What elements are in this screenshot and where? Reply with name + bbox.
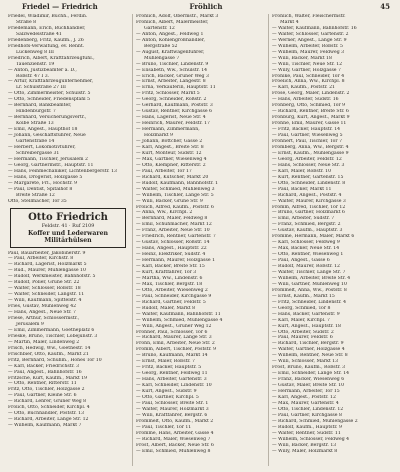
directory-entry: — Gerhard, Kaufmann, Poststr. 3: [136, 103, 213, 109]
directory-entry: — Ernst, Kaufm., Mühlengasse 9: [272, 150, 349, 156]
directory-entry: Frost, Albert, Bäcker, Neue Str. 6: [136, 442, 214, 448]
directory-entry: — Kurt, Angest., Hauptstr. 18: [272, 323, 341, 329]
directory-entry: — Walter, Tischler, Lange Str. 7: [272, 269, 346, 275]
directory-entry: — Willi, Schlosser, Markt 13: [272, 359, 339, 365]
directory-entry: — Gustav, Rentner, Kirchgasse 6: [136, 109, 212, 115]
directory-entry: — Otto, Arbeiter, Südstr. 2: [272, 329, 334, 335]
directory-entry: — Franz, Schmied, Bergstr. 2: [272, 222, 341, 228]
directory-entry: — Kurt, Rentner, Gartenstr. 15: [272, 174, 344, 180]
directory-entry: — Anton, Angest., Feldweg 1: [136, 31, 204, 37]
directory-entry: — Wilhelm, Arbeiter, Breite Str. 4: [272, 275, 351, 281]
directory-entry: — Otto, Zimmermeister, Schulstr. 5: [8, 91, 91, 97]
directory-entry-continuation: Breite Straße 12: [16, 192, 55, 198]
directory-entry: Friedrich, Albert, Kraftfahrzeugfühl.,: [8, 55, 95, 61]
directory-entry: — Hans, Lagerist, Neue Str. 4: [136, 115, 206, 121]
directory-entry: — Rudolf, Kaufmann, Bahnhofstr. 1: [136, 180, 219, 186]
directory-entry: — Bernhard, Versicherungsvertr.,: [8, 115, 87, 121]
directory-entry: — Otto, Rentner, Wiesenweg 1: [272, 252, 344, 258]
directory-entry: Friedenberg, Fritz, Kaufm., J. 26: [8, 37, 84, 43]
directory-entry: — Karl, Maler, Roßstr. 10: [272, 168, 332, 174]
directory-entry: — Otto, Schneider, Lindenstr. 8: [272, 180, 346, 186]
ad-company-name: Otto Friedrich: [28, 211, 108, 223]
page-header: [22, 2, 390, 14]
directory-entry: — Hermann, Maurer, Holzgasse 1: [136, 258, 215, 264]
directory-entry: Paul, Bauarbeiter, Jakobinerstr. 9: [8, 250, 86, 256]
directory-entry: — Kurt, Monteur, Südstr. 12: [136, 150, 202, 156]
directory-entry: — Martin, Maler, Lindenweg 2: [8, 339, 80, 345]
header-left-running-head: Friedel — Friedrich: [22, 2, 98, 11]
directory-entry: — Paul, Gärtner, Kleine Str. 6: [8, 393, 77, 399]
directory-entry: — Walter, Schlosser, Roßstr. 18: [8, 286, 81, 292]
directory-entry: — Otto, Schneider, Friedenspfahl 5: [8, 97, 91, 103]
directory-entry: Frieske, Bruno, Tischler, Löbejünstr. 3: [8, 333, 98, 339]
directory-entry: — Richard, Lagerist, Holzmarkt 5: [8, 262, 87, 268]
directory-entry: — Otto, Arbeiter, Wiesenweg 2: [136, 287, 208, 293]
directory-entry: — Karl, Schlosser, Feldweg 9: [272, 240, 340, 246]
directory-entry: — Rudolf, Maurer, Roßstr. 12: [272, 264, 340, 270]
directory-entry: — Willy, Gärtner, Holzgasse 7: [272, 67, 341, 73]
directory-entry: Friedemann, Erich, Buchhändler,: [8, 25, 86, 31]
directory-entry: — Bruno, Gärtner, Holzmarkt 6: [272, 210, 345, 216]
directory-entry-continuation: Markt 4: [280, 19, 299, 25]
directory-entry: — Rudolf, Werkmeister, Bahnhofstr. 5: [8, 274, 96, 280]
directory-entry: — Wilhelm, Maurer, Feldweg 3: [272, 49, 345, 55]
directory-entry: — Paul, Angest., Gasse 6: [272, 258, 330, 264]
directory-entry: — Artur, Kraftfahrzeugunternehmer,: [8, 79, 94, 85]
directory-entry: — Wilhelm, Schlosser, Feldweg 4: [272, 436, 350, 442]
directory-entry: — Erna, Verkäuferin, Hauptstr. 11: [136, 85, 216, 91]
directory-entry: — Hermann, Arbeiter, Tor 15: [272, 389, 340, 395]
directory-entry: — Paul, Schlosser, Breite Str. 1: [136, 400, 209, 406]
column-2-entries: [136, 14, 264, 455]
directory-entry: — Willi, Bäcker, Markt 18: [272, 55, 332, 61]
directory-entry: — Richard, Kutscher, Markt 20: [136, 174, 209, 180]
directory-entry: — Georg, Schneider, Roßstr. 2: [136, 97, 207, 103]
directory-entry: — Walter, Maurer, Kirchgasse 3: [272, 198, 346, 204]
directory-entry: — Wilhelm, Kaufmann, Markt 7: [8, 423, 82, 429]
directory-entry: — Paul, Schneider, Kirchgasse 9: [136, 293, 212, 299]
directory-entry: — Max, Tischler, Bergstr. 18: [136, 281, 203, 287]
directory-entry: — Elisabeth, Ww., Schulstr. 14: [136, 67, 208, 73]
directory-entry: — Walter, Schmied, Mühlenweg 3: [136, 186, 215, 192]
directory-entry: — Karl, Angest., Breite Str. 8: [136, 144, 204, 150]
directory-entry: Frohnert, Paul, Tischler, Tor 7: [272, 139, 342, 145]
directory-entry-continuation: Tauenzienstr. 19: [16, 61, 55, 67]
directory-entry: — Bernhard, Maler, Feldweg 8: [136, 216, 208, 222]
directory-entry: Fromme, Hans, Arbeiter, Gasse 4: [136, 430, 214, 436]
directory-entry: — Otto, Tischler, Lindenstr. 12: [272, 406, 344, 412]
directory-entry: Fries, Gustav, Mühlenweg 42: [8, 304, 77, 310]
directory-entry: — Otto, Buchhändler, Poststr. 13: [8, 411, 84, 417]
directory-entry: — Richard, Arbeiter, Lange Str. 12: [8, 417, 89, 423]
directory-entry: — Georg, Gärtnermstr., Hauptstr. 11: [8, 162, 94, 168]
directory-entry-continuation: Jerusalem 9: [16, 321, 44, 327]
directory-entry: — Willi, Angest., Grüner Weg 12: [136, 323, 212, 329]
directory-entry: — Paul, Bäcker, Markt 11: [272, 186, 332, 192]
directory-entry: — Emil, Zimmermann, Goetheplatz 6: [8, 327, 95, 333]
directory-entry: — Karl, Bäcker, Friedrichstr. 3: [8, 363, 80, 369]
directory-entry: — Rud., Maurer, Mühlengasse 10: [8, 268, 86, 274]
directory-entry: — Anton, Kohlengroßhändler,: [136, 37, 205, 43]
directory-entry: — Willi, Kaufmann, Spittelstr. 4: [8, 298, 82, 304]
directory-entry: — Fritz, Schneider, Lindenstr. 4: [272, 299, 347, 305]
directory-entry: — Anton, Justizbeamter a. D.,: [8, 67, 77, 73]
directory-entry: — Johann, Böttcher, Gasse 2: [136, 139, 203, 145]
directory-entry: Fröhlich, Albert, Malermeister,: [136, 19, 209, 25]
directory-entry: Fromm, Alfred, Tischler, Tor 12: [272, 204, 346, 210]
directory-entry: Frisch, Hedwig, Ww., Goethestr. 14: [8, 345, 91, 351]
directory-entry: — Walter, Schneider, Langstr. 11: [8, 292, 85, 298]
directory-entry: — Fritz, Schlosser, Markt 5: [136, 91, 200, 97]
column-1: [8, 14, 128, 466]
directory-entry: — Hans, Arbeiter, Gartenstr. 3: [136, 377, 207, 383]
directory-entry: — Ernst, Arbeiter, Langestr. 8: [136, 79, 206, 85]
directory-entry: — Erich, Bäcker, Grüner Weg 3: [136, 73, 209, 79]
directory-entry: — Karl, Bäcker, Breite Str. 15: [136, 264, 205, 270]
directory-entry-continuation: Kolbe Straße 13: [16, 121, 54, 127]
directory-entry: — Ernst, Maler, Roßstr. 7: [136, 359, 195, 365]
directory-entry: — Willy, Maler, Holzmarkt 8: [272, 448, 338, 454]
directory-entry-continuation: Hindenburgstr. 7: [16, 109, 56, 115]
directory-entry-continuation: Holzmarkt 9: [144, 133, 173, 139]
directory-entry: — Walter, Kaufmann, Bahnhofstr. 11: [136, 311, 221, 317]
directory-entry: — Kurt, Kraftfahrer, Tor 3: [136, 269, 197, 275]
directory-entry: Frischbier, Otto, Kaufm., Markt 21: [8, 351, 89, 357]
directory-entry: — Willi, Gärtner, Mühlenweg 10: [272, 281, 347, 287]
directory-entry-continuation: Lr. Schulstraße 27 III: [16, 85, 66, 91]
column-divider: [268, 14, 269, 466]
ad-line-1: Koffer und Lederwaren: [27, 229, 109, 237]
directory-entry: — Margarete, Frl., Hochstr. 9: [8, 180, 78, 186]
directory-entry: — Otto, Rentner, Ritterstr. 11: [8, 381, 77, 387]
directory-entry: — Hans, Arbeiter, Südstr. 16: [272, 97, 339, 103]
directory-entry: Fröhner, Paul, Schlosser, Tor 6: [136, 329, 208, 335]
directory-entry: — Heinrich, Maurer, Feldstr. 17: [136, 121, 210, 127]
directory-entry: — Kurt, Angest., Südstr. 9: [136, 389, 197, 395]
directory-entry-continuation: Roßstr. 47 I 3.: [16, 73, 50, 79]
directory-entry: — Wilhelm, Arbeiter, Roßstr. 5: [272, 43, 343, 49]
directory-entry: — Georg, Schmied, Tor 8: [272, 305, 331, 311]
directory-entry: — Walter, Schlosser, Gartenstr. 2: [272, 31, 349, 37]
directory-entry: — Hermann, Tischler, Jerusalem 2: [8, 156, 88, 162]
directory-entry: — Heinz, Elektriker, Südstr. 4: [136, 252, 206, 258]
directory-entry: Fritz, Bernhard, Schuhm., Hohes Tor 10: [8, 357, 102, 363]
directory-entry: Fröhlke, Paul, Schneider, Tor 4: [272, 73, 345, 79]
directory-entry: — Paul, Gärtner, Kirchgasse 8: [272, 412, 342, 418]
directory-entry: — Richard, Schmied, Mühlengasse 2: [272, 418, 358, 424]
directory-entry-continuation: Mühlengasse 7: [144, 55, 180, 61]
directory-entry: — Karl, Maler, Kirchpl. 7: [272, 317, 330, 323]
directory-entry: — Walter, Rentner, Südstr. 11: [272, 430, 341, 436]
directory-entry: Friese, Arthur, Schlossermstr.,: [8, 315, 80, 321]
directory-entry: Frölich, Alfred, Kaufm., Poststr. 6: [136, 204, 214, 210]
directory-entry: — Karl, Kaufm., Poststr. 21: [272, 85, 335, 91]
column-3: [272, 14, 396, 466]
directory-entry: Frost, Bruno, Kaufm., Roßstr. 3: [272, 365, 346, 371]
directory-entry: — Richard, Tischler, Bergstr. 9: [272, 341, 344, 347]
directory-entry: — Karl, Angest., Poststr. 12: [272, 395, 336, 400]
directory-entry: — Otto, Gärtner, Kirchpl. 5: [136, 395, 199, 400]
advertisement-box: [10, 208, 126, 248]
directory-entry: Fromme, Hermann, Maler, Markt 6: [272, 234, 355, 240]
directory-entry: — Richard, Maler, Wiesenweg 7: [136, 436, 211, 442]
directory-entry: — Hermann, Zimmermann,: [136, 127, 200, 133]
directory-entry: — Richard, Rentner, Breite Str. 6: [272, 109, 349, 115]
directory-entry-continuation: Lückenweg 8 III: [16, 49, 54, 55]
directory-entry: — August, Kraftwagenführer,: [136, 49, 205, 55]
directory-entry: — Paul, Gärtner, Wiesenweg 5: [272, 133, 343, 139]
column-2: [136, 14, 264, 466]
directory-entry: — Willi, Bäcker, Bergstr. 13: [272, 442, 337, 448]
directory-entry: — Emil, Schmied, Mühlenweg 8: [136, 448, 211, 454]
directory-entry: — Gustav, Kaufm., Hauptstr. 3: [272, 228, 343, 234]
directory-entry: — Georg, Rentner, Feldweg 11: [136, 371, 208, 377]
directory-entry: — Fritz, Bäcker, Hauptstr. 14: [272, 127, 341, 133]
directory-entry: — Emil, Angest., Haupthof 18: [8, 127, 78, 133]
directory-entry-continuation: Gartenstr. 12: [144, 25, 175, 31]
directory-entry: — Gustav, Maler, Breite Str. 10: [272, 383, 345, 389]
directory-entry: — Walter, Gärtner, Holzgasse 4: [272, 347, 345, 353]
directory-entry: — Max, Maurer, Gartenstr. 4: [272, 400, 339, 406]
directory-entry: — Hans, Feinmechaniker, Lichtenbergerstr. 13: [8, 168, 117, 174]
directory-entry: — Paul, Maurer, Feldstr. 6: [272, 335, 333, 341]
directory-entry: — Paul, Tischler, Tor 11: [136, 424, 192, 430]
directory-entry: — Werner, Angest., Lange Str. 9: [272, 37, 347, 43]
directory-entry: — Rudolf, Kaufm., Hauptstr. 9: [272, 424, 342, 430]
directory-entry: — Hans, Schlosser, Neue Str. 3: [272, 162, 345, 168]
directory-entry: — Bernhard, Bankbeamter,: [8, 103, 72, 109]
directory-entry: Friedhofs-Verwaltung, ev. Rennt.: [8, 43, 85, 49]
directory-entry: — Emil, Schuhmacher, Markt 12: [136, 222, 212, 228]
directory-entry: Fröhlich, Walter, Fleischermstr.: [272, 14, 346, 19]
directory-entry: — Bruno, Tischler, Lindenstr. 9: [136, 61, 209, 67]
ad-line-2: Militärhülsen: [44, 236, 92, 244]
directory-entry: Fromm, Albert, Tischler, Poststr. 9: [136, 347, 217, 353]
directory-entry: — Richard, Maurer, Lange Str. 3: [136, 335, 212, 341]
directory-entry: — Max, Gärtner, Wiesenweg 4: [136, 156, 207, 162]
directory-entry-continuation: Straße 8: [16, 19, 37, 25]
column-divider: [132, 14, 133, 466]
column-1-entries-top: [8, 14, 128, 205]
directory-entry: — Franz, Arbeiter, Neue Str. 10: [136, 228, 210, 234]
directory-entry: — Johann, Geschäftsführer, Neue: [8, 133, 86, 139]
directory-entry-continuation: Salzwedelstraße 41: [16, 31, 62, 37]
directory-entry: Frohn, Emil, Arbeiter, Neue Str. 2: [136, 341, 215, 347]
directory-entry: — Max, Bäcker, Neue Str. 14: [272, 246, 340, 252]
directory-entry: — Martha, Ww., Lindenstr. 6: [136, 275, 203, 281]
directory-entry: Froelich, Anna, Ww., Kirchpl. 8: [272, 79, 345, 85]
directory-entry: Fröse, Georg, Maler, Lindenstr. 2: [272, 91, 350, 97]
directory-entry: — Willi, Kraftfahrer, Bergstr. 6: [136, 412, 208, 418]
directory-entry: — Anna, Ww., Kirchpl. 2: [136, 210, 193, 216]
directory-entry: — Hans, Angest., Neue Str. 7: [8, 310, 76, 316]
directory-entry: — Franz, Bäcker, Wiesenweg 6: [272, 377, 345, 383]
directory-entry: — Hans, Drogerist, Holzgasse 5: [8, 174, 83, 180]
directory-entry: — Hans, Angest., Hauptstr. 22: [136, 246, 207, 252]
directory-entry: — Emil, Schneider, Lange Str. 14: [272, 371, 350, 377]
directory-entry-continuation: Bergstraße 52: [144, 43, 178, 49]
directory-entry: Frommelt, Otto, Kaufm., Markt 2: [136, 418, 214, 424]
directory-entry: — Paul, Arbeiter, Tor 17: [136, 168, 192, 174]
directory-entry: Frohberg, Otto, Schmied, Tor 9: [272, 103, 346, 109]
directory-entry: Frölich, Otto, Schneider, Kirchpl. 4: [8, 405, 90, 411]
header-center-running-head: Fröhlich: [189, 2, 223, 11]
directory-entry: — Paul, Arbeiter, Kirchstr. 8: [8, 256, 74, 262]
directory-entry: Frommelt, Anna, Ww., Poststr. 8: [272, 287, 347, 293]
directory-entry: — Willi, Tischler, Neue Str. 12: [272, 61, 343, 67]
directory-entry: — Wilhelm, Tischler, Lange Str. 5: [136, 192, 214, 198]
directory-entry: — Herbert, Lokomotivführer,: [8, 144, 76, 150]
ad-address: Feldstr. 41 · Ruf 2109: [41, 223, 95, 229]
directory-entry: — Richard, Angest., Poststr. 4: [272, 192, 342, 198]
directory-entry: — Paul, Angest., Bahnhofstr. 16: [8, 369, 82, 375]
directory-entry: Fröhlich, Adolf, Obermstr., Markt 3: [136, 14, 219, 19]
directory-entry: Fritzsche, Kurt, Kaufm., Markt 19: [8, 375, 88, 381]
directory-entry-continuation: Schreibergasse 31: [16, 150, 60, 156]
column-1-entries-bottom: [8, 251, 128, 430]
directory-entry: Fromberg, Anna, Ww., Bergstr. 4: [272, 144, 349, 150]
directory-entry: — Paul, Dentist, Spitalhof 8: [8, 186, 73, 192]
column-3-entries: [272, 14, 396, 455]
directory-entry: — Emil, Arbeiter, Südstr. 7: [272, 216, 335, 222]
directory-entry: — Walter, Kaufmann, Bahnhofstr. 16: [272, 25, 357, 31]
directory-entry: — Richard, Lehrer, Grüner Weg 8: [8, 399, 87, 405]
directory-entry: — Walter, Maurer, Holzmarkt 3: [136, 406, 209, 412]
directory-entry: — Hans, Bäcker, Gartenstr. 9: [272, 311, 340, 317]
directory-entry: Frohne, Emil, Maurer, Gasse 11: [272, 121, 347, 127]
directory-entry: Otto, Stellmacher, Tor 35: [8, 198, 67, 204]
directory-entry: Frohburg, Kurt, Angest., Markt 9: [272, 115, 350, 121]
directory-entry: — Ernst, Kaufm., Markt 15: [272, 293, 335, 299]
directory-entry: — Bruno, Kaufmann, Markt 14: [136, 353, 208, 359]
directory-entry: — Fritz, Bäcker, Hauptstr. 5: [136, 365, 202, 371]
directory-entry: — Wilhelm, Schmied, Mühlengasse 4: [136, 317, 223, 323]
directory-entry-continuation: Gartenstraße 14: [16, 139, 55, 145]
directory-entry: — Friedrich, Rentner, Gartenstr. 7: [136, 234, 216, 240]
directory-entry: — Willi, Bäcker, Grüne Str. 9: [136, 198, 203, 204]
directory-entry: — Rudolf, Maler, Markt 8: [136, 305, 195, 311]
directory-entry: — Gustav, Schlosser, Roßstr. 14: [136, 240, 210, 246]
directory-entry: — Karl, Schneider, Lindenstr. 10: [136, 383, 212, 389]
directory-entry: — Otto, Klempner, Ritterstr. 2: [136, 162, 206, 168]
directory-entry: — Rudolf, Polier, Grüne Str. 22: [8, 280, 80, 286]
page-number: 45: [380, 2, 390, 11]
directory-entry: Friedel, Wladimir, Buchh., Ferdin.: [8, 14, 88, 19]
directory-entry: Fritz, Otto, Tischler, Holzgasse 2: [8, 387, 85, 393]
directory-entry: — Wilhelm, Rentner, Neue Str. 8: [272, 353, 348, 359]
directory-entry: — Georg, Arbeiter, Feldstr. 12: [272, 156, 342, 162]
directory-entry: — Richard, Gärtner, Feldstr. 5: [136, 299, 206, 305]
